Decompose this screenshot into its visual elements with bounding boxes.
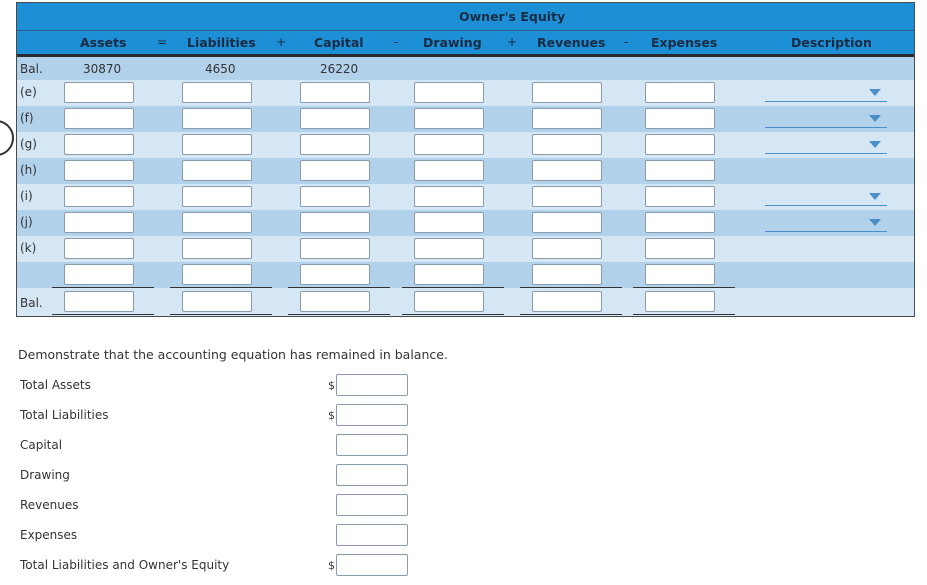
row-label: (g) — [20, 137, 37, 151]
col-expenses: Expenses — [651, 35, 718, 50]
bal-assets-input[interactable] — [64, 291, 134, 312]
row-label: (f) — [20, 111, 34, 125]
op-plus-1: + — [276, 35, 287, 49]
j-assets-input[interactable] — [64, 212, 134, 233]
subtotal-drawing-input[interactable] — [414, 264, 484, 285]
revenues-label: Revenues — [20, 498, 79, 512]
drawing-label: Drawing — [20, 468, 70, 482]
bal-liabilities-value: 4650 — [205, 62, 236, 76]
g-revenues-input[interactable] — [532, 134, 602, 155]
table-row-subtotal — [17, 262, 914, 288]
i-expenses-input[interactable] — [645, 186, 715, 207]
j-drawing-input[interactable] — [414, 212, 484, 233]
col-capital: Capital — [314, 35, 364, 50]
k-expenses-input[interactable] — [645, 238, 715, 259]
expenses-input[interactable] — [336, 524, 408, 546]
i-drawing-input[interactable] — [414, 186, 484, 207]
h-assets-input[interactable] — [64, 160, 134, 181]
i-assets-input[interactable] — [64, 186, 134, 207]
e-revenues-input[interactable] — [532, 82, 602, 103]
e-drawing-input[interactable] — [414, 82, 484, 103]
j-description-dropdown[interactable] — [765, 231, 887, 232]
bal-assets-value: 30870 — [83, 62, 122, 76]
j-revenues-input[interactable] — [532, 212, 602, 233]
g-drawing-input[interactable] — [414, 134, 484, 155]
row-label: (k) — [20, 241, 37, 255]
bal-capital-value: 26220 — [320, 62, 359, 76]
subtotal-expenses-input[interactable] — [645, 264, 715, 285]
total-liabilities-equity-input[interactable] — [336, 554, 408, 576]
col-liabilities: Liabilities — [187, 35, 256, 50]
subtotal-capital-input[interactable] — [300, 264, 370, 285]
total-double-underline — [52, 314, 154, 317]
capital-input[interactable] — [336, 434, 408, 456]
dollar-sign: $ — [328, 409, 335, 422]
g-capital-input[interactable] — [300, 134, 370, 155]
op-equals: = — [157, 35, 168, 49]
f-capital-input[interactable] — [300, 108, 370, 129]
revenues-input[interactable] — [336, 494, 408, 516]
f-drawing-input[interactable] — [414, 108, 484, 129]
i-revenues-input[interactable] — [532, 186, 602, 207]
g-expenses-input[interactable] — [645, 134, 715, 155]
table-row-i — [17, 184, 914, 210]
bal-capital-input[interactable] — [300, 291, 370, 312]
row-label: Bal. — [20, 62, 43, 76]
h-expenses-input[interactable] — [645, 160, 715, 181]
g-description-dropdown[interactable] — [765, 153, 887, 154]
total-double-underline — [170, 314, 272, 317]
dollar-sign: $ — [328, 379, 335, 392]
subtotal-assets-input[interactable] — [64, 264, 134, 285]
k-revenues-input[interactable] — [532, 238, 602, 259]
chevron-down-icon[interactable] — [869, 193, 881, 200]
chevron-down-icon[interactable] — [869, 89, 881, 96]
i-liabilities-input[interactable] — [182, 186, 252, 207]
chevron-down-icon[interactable] — [869, 141, 881, 148]
row-label: (e) — [20, 85, 37, 99]
column-header-row — [17, 31, 914, 57]
k-liabilities-input[interactable] — [182, 238, 252, 259]
drawing-input[interactable] — [336, 464, 408, 486]
g-liabilities-input[interactable] — [182, 134, 252, 155]
f-expenses-input[interactable] — [645, 108, 715, 129]
bal-revenues-input[interactable] — [532, 291, 602, 312]
table-row-f — [17, 106, 914, 132]
total-double-underline — [402, 314, 504, 317]
total-double-underline — [520, 314, 622, 317]
table-row-j — [17, 210, 914, 236]
group-header-row — [17, 3, 914, 31]
f-liabilities-input[interactable] — [182, 108, 252, 129]
j-capital-input[interactable] — [300, 212, 370, 233]
col-description: Description — [791, 35, 872, 50]
table-row-h — [17, 158, 914, 184]
h-revenues-input[interactable] — [532, 160, 602, 181]
row-label: (j) — [20, 215, 33, 229]
e-expenses-input[interactable] — [645, 82, 715, 103]
i-capital-input[interactable] — [300, 186, 370, 207]
total-assets-label: Total Assets — [20, 378, 91, 392]
op-minus-1: - — [394, 35, 399, 49]
j-expenses-input[interactable] — [645, 212, 715, 233]
expenses-label: Expenses — [20, 528, 78, 542]
row-label: (i) — [20, 189, 33, 203]
table-row-g — [17, 132, 914, 158]
dollar-sign: $ — [328, 559, 335, 572]
table-row-k — [17, 236, 914, 262]
accounting-equation-table — [16, 2, 915, 317]
total-liabilities-label: Total Liabilities — [20, 408, 109, 422]
col-revenues: Revenues — [537, 35, 606, 50]
col-assets: Assets — [80, 35, 127, 50]
i-description-dropdown[interactable] — [765, 205, 887, 206]
bal-drawing-input[interactable] — [414, 291, 484, 312]
e-liabilities-input[interactable] — [182, 82, 252, 103]
bal-expenses-input[interactable] — [645, 291, 715, 312]
col-drawing: Drawing — [423, 35, 482, 50]
row-label: (h) — [20, 163, 37, 177]
total-double-underline — [288, 314, 390, 317]
balance-instruction: Demonstrate that the accounting equation has remained in balance. — [18, 347, 448, 362]
capital-label: Capital — [20, 438, 63, 452]
e-capital-input[interactable] — [300, 82, 370, 103]
total-liabilities-input[interactable] — [336, 404, 408, 426]
table-row-bal-end — [17, 288, 914, 317]
total-liabilities-equity-label: Total Liabilities and Owner's Equity — [20, 558, 230, 572]
h-liabilities-input[interactable] — [182, 160, 252, 181]
f-description-dropdown[interactable] — [765, 127, 887, 128]
chevron-down-icon[interactable] — [869, 219, 881, 226]
partial-circle-decoration — [0, 120, 14, 156]
f-revenues-input[interactable] — [532, 108, 602, 129]
k-capital-input[interactable] — [300, 238, 370, 259]
f-assets-input[interactable] — [64, 108, 134, 129]
h-drawing-input[interactable] — [414, 160, 484, 181]
total-double-underline — [633, 314, 735, 317]
op-minus-2: - — [624, 35, 629, 49]
e-assets-input[interactable] — [64, 82, 134, 103]
e-description-dropdown[interactable] — [765, 101, 887, 102]
k-assets-input[interactable] — [64, 238, 134, 259]
owners-equity-header: Owner's Equity — [459, 9, 566, 24]
row-label: Bal. — [20, 296, 43, 310]
op-plus-2: + — [507, 35, 518, 49]
g-assets-input[interactable] — [64, 134, 134, 155]
j-liabilities-input[interactable] — [182, 212, 252, 233]
table-row-e — [17, 80, 914, 106]
subtotal-revenues-input[interactable] — [532, 264, 602, 285]
chevron-down-icon[interactable] — [869, 115, 881, 122]
k-drawing-input[interactable] — [414, 238, 484, 259]
h-capital-input[interactable] — [300, 160, 370, 181]
subtotal-liabilities-input[interactable] — [182, 264, 252, 285]
total-assets-input[interactable] — [336, 374, 408, 396]
bal-liabilities-input[interactable] — [182, 291, 252, 312]
